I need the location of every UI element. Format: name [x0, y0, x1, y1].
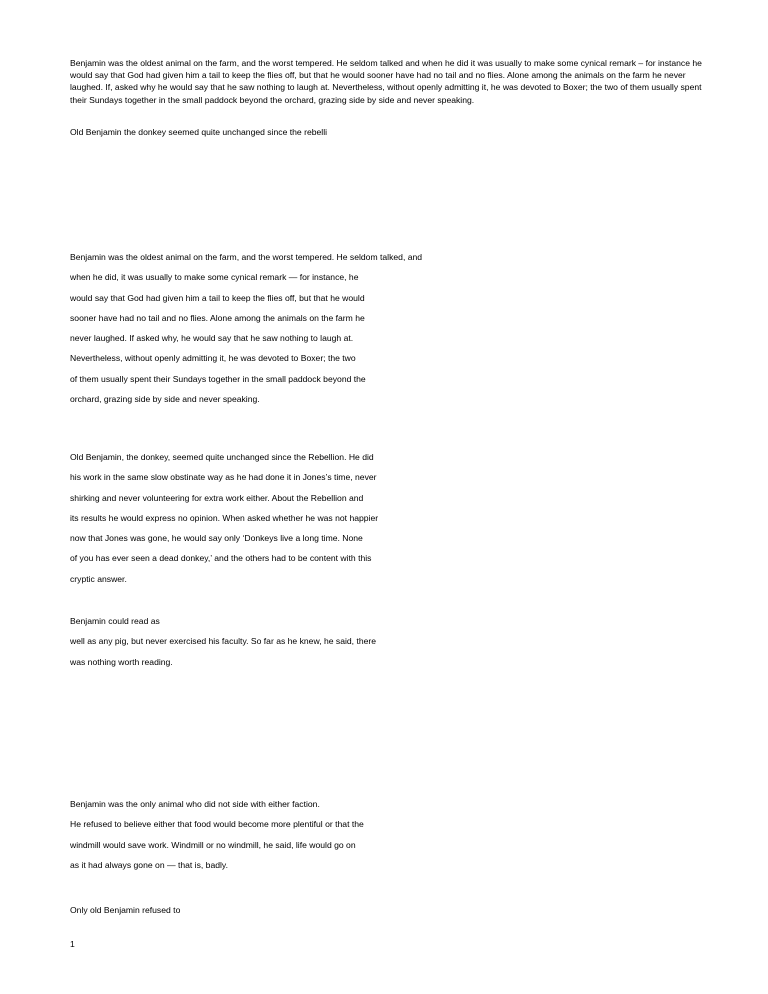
text-line: windmill would save work. Windmill or no windmill, he said, life would go on [70, 839, 356, 850]
paragraph-benjamin-intro [70, 247, 422, 409]
text-line: Nevertheless, without openly admitting it, he was devoted to Boxer; the two [70, 353, 356, 364]
text-line: when he did, it was usually to make some cynical remark — for instance, he [70, 272, 359, 283]
text-line: would say that God had given him a tail to keep the flies off, but that he would [70, 292, 365, 303]
text-line: He refused to believe either that food would become more plentiful or that the [70, 819, 364, 830]
paragraph-benjamin-intro-draft: Benjamin was the oldest animal on the farm, and the worst tempered. He seldom talked and when he did it was usually to make some cynical remark – for instance he would say that God had given him a tail to keep the flies off, but that he would sooner have had no tail and no flies. Alone among the animals on the farm he never laughed. If, asked why he would say that he saw nothing to laugh at. Nevertheless, without openly admitting it, he was devoted to Boxer; the two of them usually spent their Sundays together in the small paddock beyond the orchard, grazing side by side and never speaking. [70, 58, 702, 105]
text-line: Old Benjamin, the donkey, seemed quite unchanged since the Rebellion. He did [70, 452, 374, 462]
text-line: sooner have had no tail and no flies. Alone among the animals on the farm he [70, 312, 365, 323]
page-number: 1 [70, 939, 75, 949]
text-line: as it had always gone on — that is, badly. [70, 859, 228, 870]
text-line: Benjamin was the only animal who did not side with either faction. [70, 799, 320, 809]
paragraph-benjamin-reading [70, 611, 376, 672]
text-line: shirking and never volunteering for extra work either. About the Rebellion and [70, 492, 364, 503]
text-line: cryptic answer. [70, 573, 127, 584]
text-line: never laughed. If asked why, he would say that he saw nothing to laugh at. [70, 333, 354, 344]
paragraph-unfinished-refused: Only old Benjamin refused to [70, 905, 181, 915]
text-line: well as any pig, but never exercised his faculty. So far as he knew, he said, there [70, 636, 377, 647]
paragraph-benjamin-rebellion [70, 447, 378, 589]
paragraph-unfinished-rebellion-note: Old Benjamin the donkey seemed quite unchanged since the rebelli [70, 127, 328, 137]
text-line: of them usually spent their Sundays together in the small paddock beyond the [70, 373, 366, 384]
text-line: Benjamin could read as [70, 616, 160, 626]
text-line: of you has ever seen a dead donkey,’ and the others had to be content with this [70, 553, 372, 564]
text-line: its results he would express no opinion. When asked whether he was not happier [70, 512, 379, 523]
text-line: was nothing worth reading. [70, 656, 173, 667]
paragraph-benjamin-faction [70, 794, 364, 875]
text-line: his work in the same slow obstinate way as he had done it in Jones’s time, never [70, 472, 377, 483]
text-line: now that Jones was gone, he would say only ‘Donkeys live a long time. None [70, 533, 363, 544]
text-line: Benjamin was the oldest animal on the farm, and the worst tempered. He seldom talked, and [70, 252, 423, 262]
text-line: orchard, grazing side by side and never speaking. [70, 394, 260, 405]
